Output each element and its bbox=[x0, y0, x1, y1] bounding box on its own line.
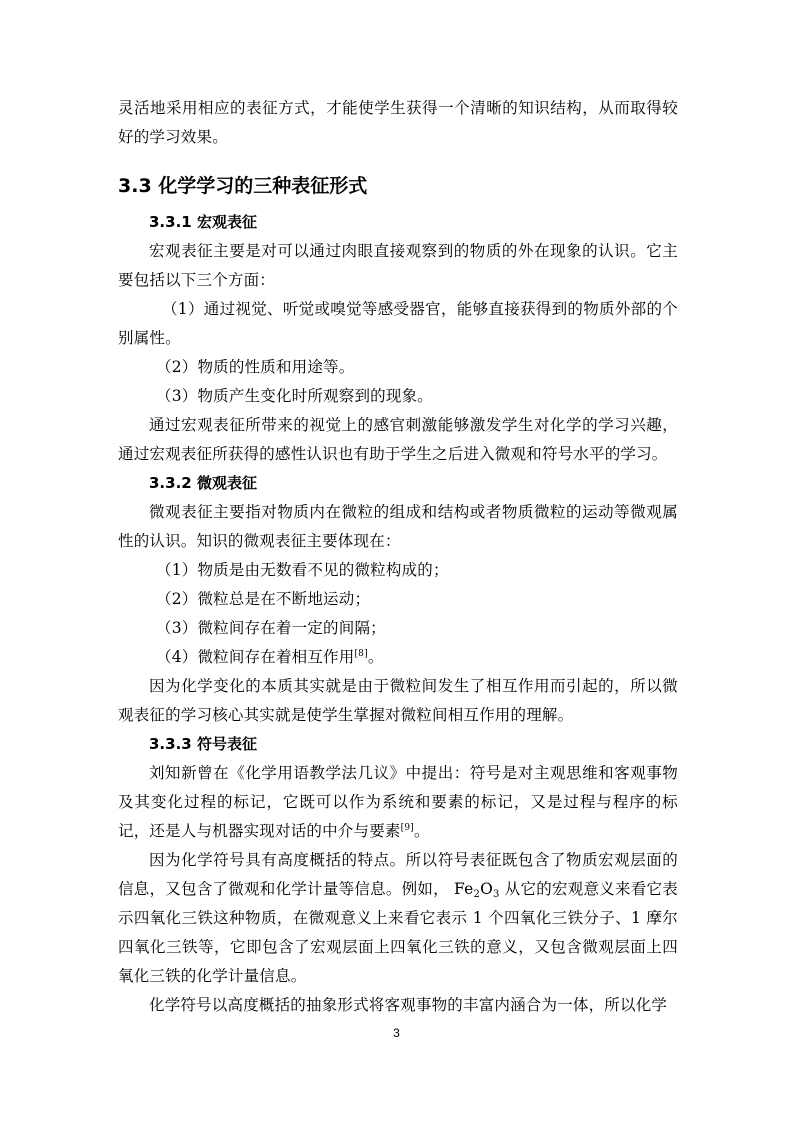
subsection-title: 微观表征 bbox=[196, 474, 257, 492]
list-item: （2）微粒总是在不断地运动； bbox=[156, 590, 371, 608]
subsection-number: 3.3.3 bbox=[149, 735, 192, 753]
formula-subscript: 2 bbox=[473, 889, 481, 900]
subsection-heading-symbol bbox=[118, 730, 678, 759]
subsection-title: 符号表征 bbox=[196, 735, 257, 753]
punctuation: 。 bbox=[367, 648, 384, 666]
punctuation: 。 bbox=[413, 822, 430, 840]
paragraph-text: 刘知新曾在《化学用语教学法几议》中提出：符号是对主观思维和客观事物及其变化过程的标记，它既可以作为系统和要素的标记，又是过程与程序的标记，还是人与机器实现对话的中介与要素 bbox=[118, 764, 678, 840]
citation-ref: [9] bbox=[400, 823, 414, 833]
subsection-heading-macro bbox=[118, 208, 678, 237]
section-heading bbox=[118, 172, 678, 200]
list-item: （3）微粒间存在着一定的间隔； bbox=[156, 619, 386, 637]
list-item: （1）物质是由无数看不见的微粒构成的； bbox=[156, 561, 449, 579]
citation-ref: [8] bbox=[354, 649, 368, 659]
formula-subscript: 3 bbox=[493, 889, 500, 900]
page-number: 3 bbox=[393, 1026, 400, 1040]
list-item-text: （4）微粒间存在着相互作用 bbox=[156, 648, 355, 666]
symbol-paragraph-3: 化学符号以高度概括的抽象形式将客观事物的丰富内涵合为一体，所以化学 bbox=[149, 996, 668, 1014]
subsection-number: 3.3.1 bbox=[149, 213, 192, 231]
list-item: （3）物质产生变化时所观察到的现象。 bbox=[156, 387, 433, 405]
paragraph-text: 从它的宏观意义来看它表示四氧化三铁这种物质，在微观意义上来看它表示 1 个四氧化三铁分子、1 摩尔四氧化三铁等，它即包含了宏观层面上四氧化三铁的意义，又包含微观层面上四氧化三铁的化学计量信息。 bbox=[118, 880, 679, 985]
intro-paragraph: 灵活地采用相应的表征方式，才能使学生获得一个清晰的知识结构，从而取得较好的学习效果。 bbox=[118, 99, 678, 146]
paragraph-text: 因为化学符号具有高度概括的特点。所以符号表征既包含了物质宏观层面的信息，又包含了微观和化学计量等信息。例如， Fe bbox=[118, 851, 678, 898]
macro-paragraph-1: 宏观表征主要是对可以通过肉眼直接观察到的物质的外在现象的认识。它主要包括以下三个方面： bbox=[118, 242, 678, 289]
list-item: （1）通过视觉、听觉或嗅觉等感受器官，能够直接获得到的物质外部的个别属性。 bbox=[118, 300, 678, 347]
section-number: 3.3 bbox=[118, 175, 152, 197]
macro-paragraph-2: 通过宏观表征所带来的视觉上的感官刺激能够激发学生对化学的学习兴趣，通过宏观表征所获得的感性认识也有助于学生之后进入微观和符号水平的学习。 bbox=[118, 416, 678, 463]
section-title: 化学学习的三种表征形式 bbox=[158, 175, 368, 197]
symbol-paragraph-2 bbox=[118, 846, 678, 991]
micro-paragraph-2: 因为化学变化的本质其实就是由于微粒间发生了相互作用而引起的，所以微观表征的学习核心其实就是使学生掌握对微粒间相互作用的理解。 bbox=[118, 677, 678, 724]
list-item bbox=[118, 643, 678, 672]
symbol-paragraph-1 bbox=[118, 759, 678, 846]
formula-element: O bbox=[480, 880, 494, 898]
micro-paragraph-1: 微观表征主要指对物质内在微粒的组成和结构或者物质微粒的运动等微观属性的认识。知识的微观表征主要体现在： bbox=[118, 503, 678, 550]
document-body bbox=[118, 94, 678, 1020]
list-item: （2）物质的性质和用途等。 bbox=[156, 358, 355, 376]
subsection-number: 3.3.2 bbox=[149, 474, 192, 492]
subsection-heading-micro bbox=[118, 469, 678, 498]
subsection-title: 宏观表征 bbox=[196, 213, 257, 231]
